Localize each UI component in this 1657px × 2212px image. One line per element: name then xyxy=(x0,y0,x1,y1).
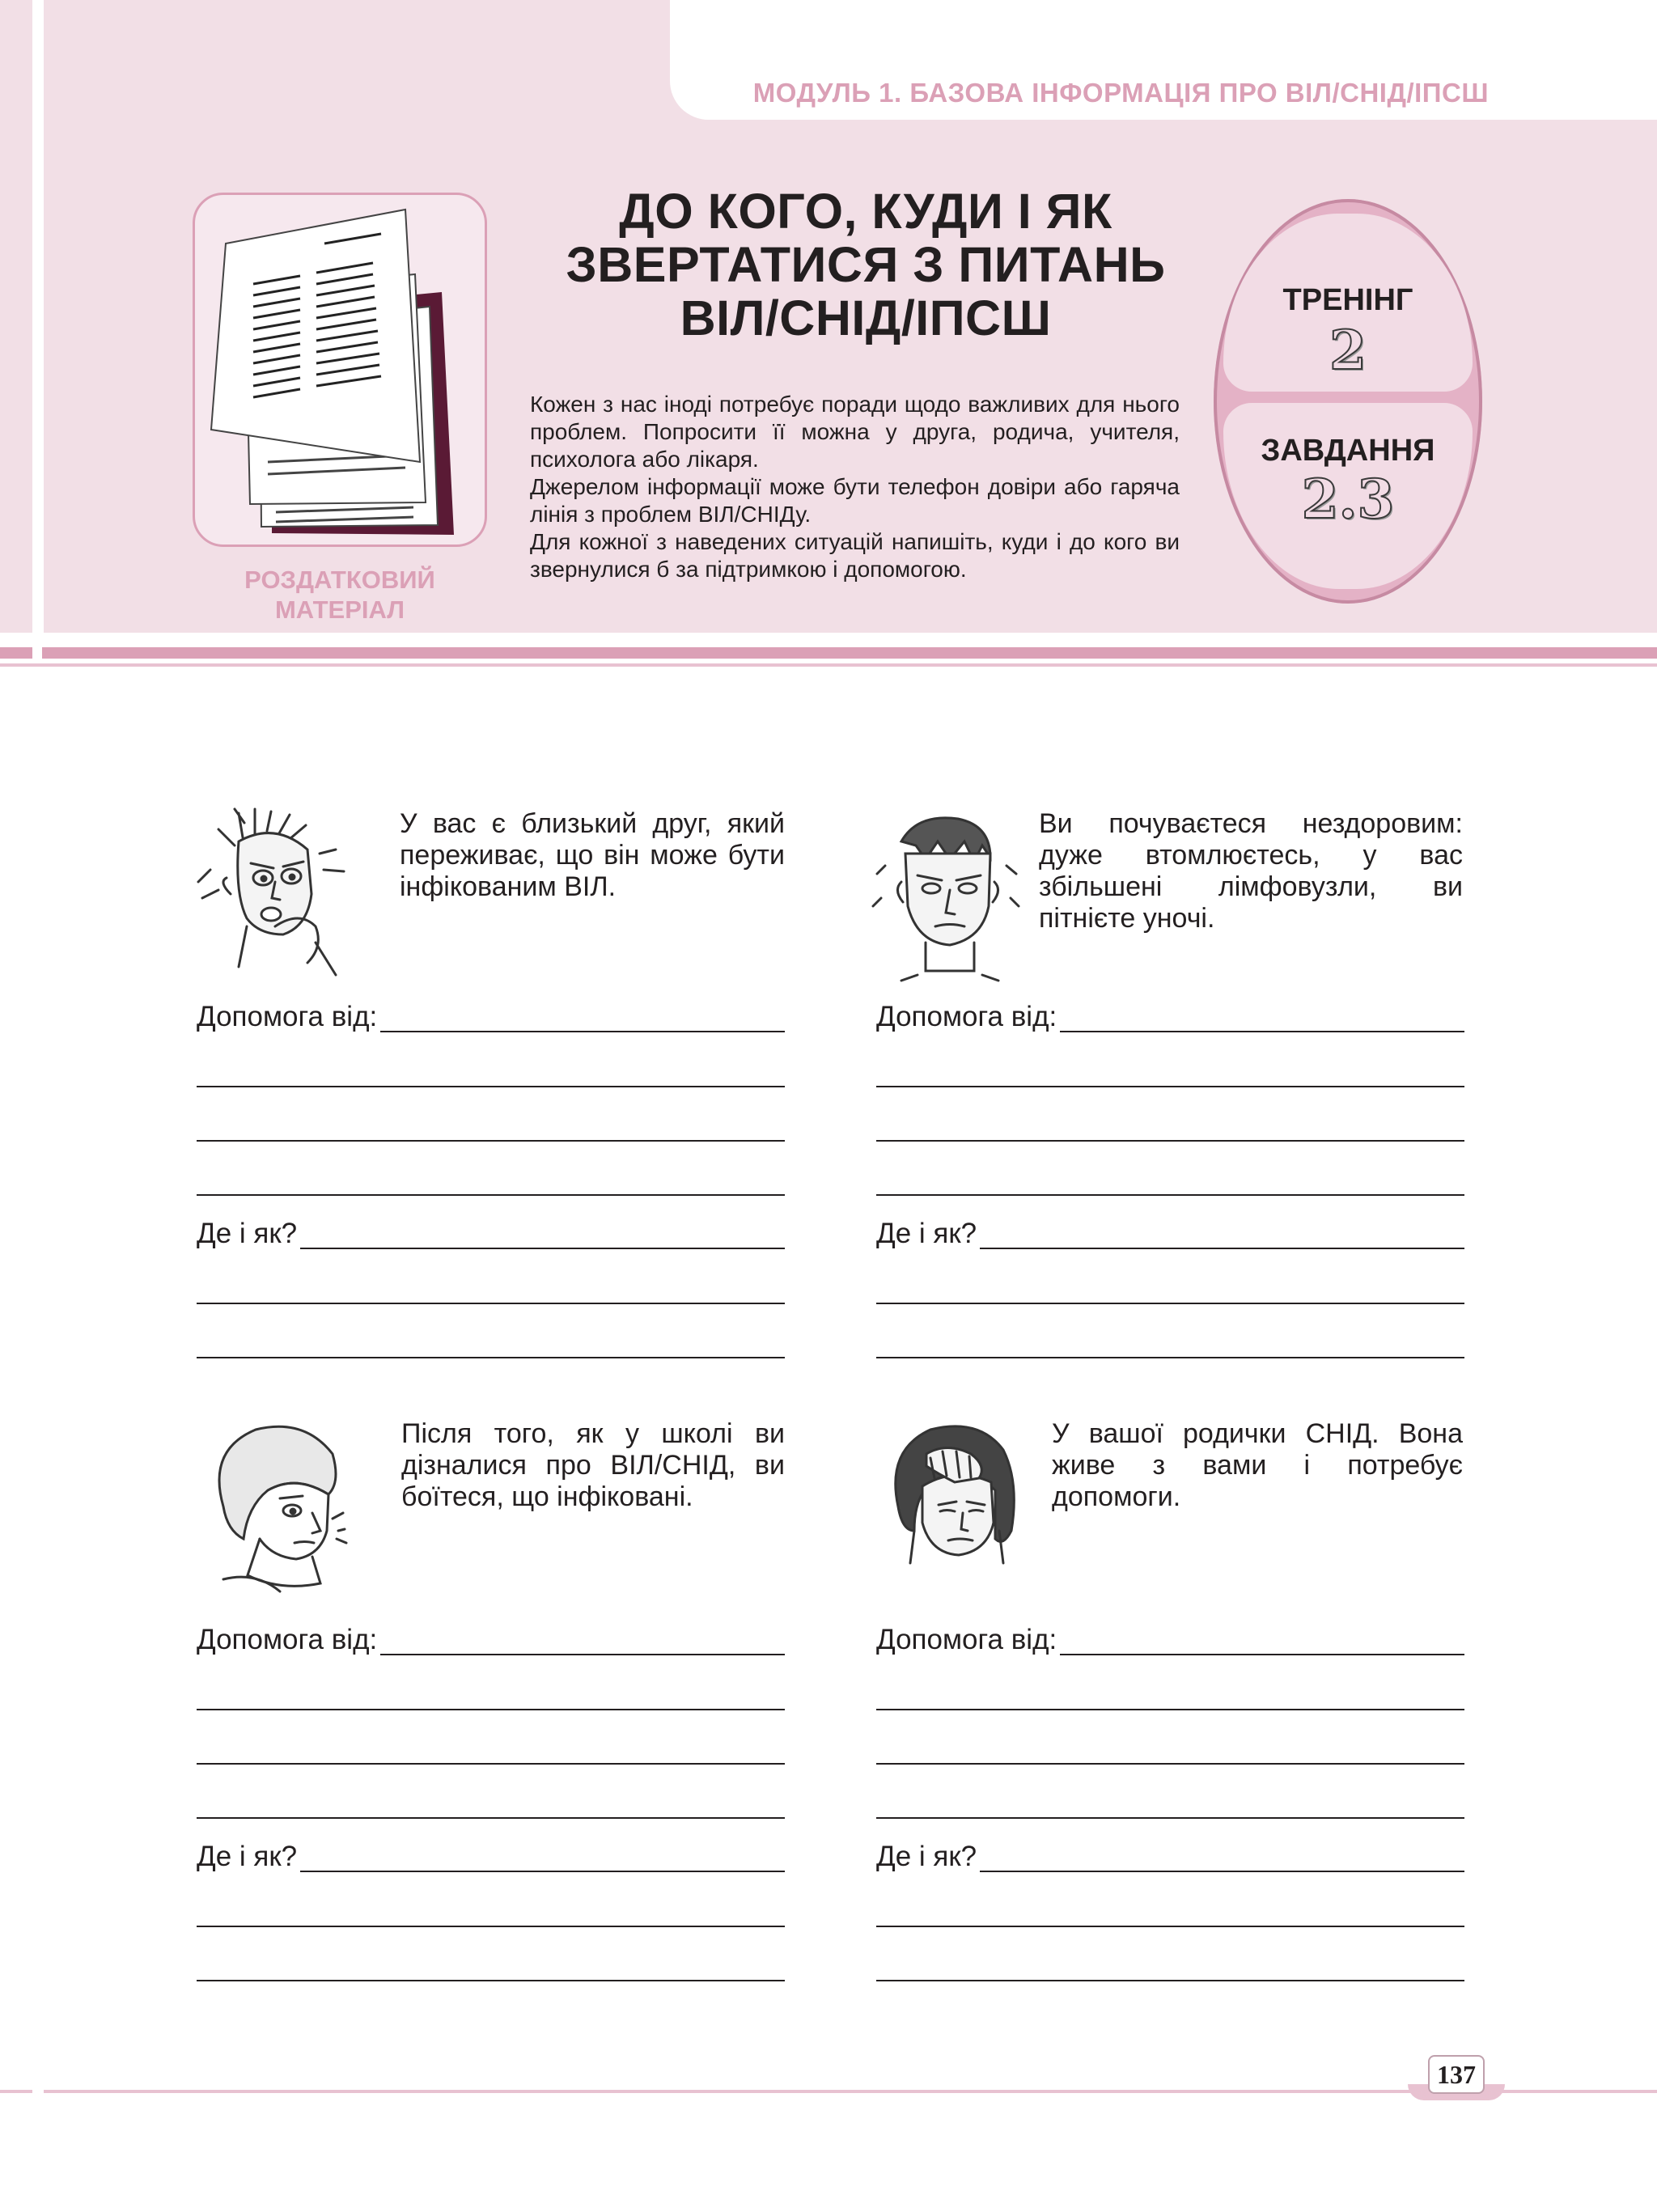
answer-line[interactable] xyxy=(197,1926,785,1927)
page-number: 137 xyxy=(1428,2055,1485,2094)
where-how-input[interactable] xyxy=(980,1846,1464,1872)
situation-1-text: У вас є близький друг, який переживає, що він може бути інфікованим ВІЛ. xyxy=(400,808,785,902)
where-how-label: Де і як? xyxy=(197,1841,298,1872)
where-how-input[interactable] xyxy=(980,1223,1464,1249)
task-label: ЗАВДАННЯ xyxy=(1261,434,1435,468)
left-decor-stripe xyxy=(0,0,32,633)
task-number: 2.3 xyxy=(1301,468,1395,531)
answer-line[interactable] xyxy=(197,1709,785,1710)
situation-3-text: Після того, як у школі ви дізналися про ВІЛ/СНІД, ви боїтеся, що інфіковані. xyxy=(401,1418,785,1512)
answer-line[interactable] xyxy=(876,1140,1464,1142)
answer-line[interactable] xyxy=(197,1817,785,1819)
answer-line[interactable] xyxy=(876,1086,1464,1087)
answer-line[interactable] xyxy=(876,1980,1464,1981)
help-from-input[interactable] xyxy=(1060,1629,1464,1655)
answer-line[interactable] xyxy=(876,1194,1464,1196)
footer-line-left xyxy=(0,2090,32,2093)
help-from-label: Допомога від: xyxy=(876,1624,1057,1655)
left-decor-line xyxy=(32,0,37,633)
answer-line[interactable] xyxy=(876,1303,1464,1304)
answer-line[interactable] xyxy=(876,1763,1464,1765)
header-divider-thin xyxy=(0,663,1657,667)
situation-4-text: У вашої родички СНІД. Вона живе з вами і потребує допомоги. xyxy=(1052,1418,1463,1512)
module-title: МОДУЛЬ 1. БАЗОВА ІНФОРМАЦІЯ ПРО ВІЛ/СНІД/ІПСШ xyxy=(752,78,1489,108)
where-how-input[interactable] xyxy=(300,1223,785,1249)
answer-line[interactable] xyxy=(197,1086,785,1087)
help-from-label: Допомога від: xyxy=(876,1001,1057,1032)
help-from-label: Допомога від: xyxy=(197,1624,378,1655)
where-how-row[interactable] xyxy=(876,1218,1464,1249)
help-from-input[interactable] xyxy=(1060,1006,1464,1032)
where-how-label: Де і як? xyxy=(876,1841,977,1872)
intro-text: Кожен з нас іноді потребує поради щодо важливих для нього проблем. Попросити її можна у друга, родича, учителя, психолога або лікаря. Джерелом інформації може бути телефон довіри або гаряча лінія з проблем ВІЛ/СНІДу. Для кожної з наведених ситуацій напишіть, куди і до кого ви звернулися б за підтримкою і допомогою. xyxy=(530,392,1180,582)
handout-label: РОЗДАТКОВИЙ МАТЕРІАЛ xyxy=(244,566,435,624)
answer-line[interactable] xyxy=(876,1357,1464,1358)
training-label: ТРЕНІНГ xyxy=(1282,283,1413,317)
answer-line[interactable] xyxy=(197,1980,785,1981)
where-how-label: Де і як? xyxy=(876,1218,977,1249)
answer-line[interactable] xyxy=(197,1140,785,1142)
tired-sweating-boy-illustration xyxy=(869,809,1023,983)
help-from-row[interactable] xyxy=(197,1625,785,1655)
answer-line[interactable] xyxy=(197,1357,785,1358)
where-how-row[interactable] xyxy=(876,1841,1464,1872)
header-divider xyxy=(0,647,1657,659)
sad-woman-hand-on-forehead-illustration xyxy=(882,1417,1023,1567)
document-stack-icon xyxy=(195,195,485,545)
help-from-row[interactable] xyxy=(197,1002,785,1032)
where-how-input[interactable] xyxy=(300,1846,785,1872)
training-number: 2 xyxy=(1329,319,1367,382)
answer-line[interactable] xyxy=(197,1194,785,1196)
where-how-row[interactable] xyxy=(197,1218,785,1249)
where-how-row[interactable] xyxy=(197,1841,785,1872)
answer-line[interactable] xyxy=(876,1709,1464,1710)
help-from-row[interactable] xyxy=(876,1002,1464,1032)
page-title: ДО КОГО, КУДИ І ЯК ЗВЕРТАТИСЯ З ПИТАНЬ ВІЛ/СНІД/ІПСШ xyxy=(566,184,1166,345)
answer-line[interactable] xyxy=(197,1763,785,1765)
situation-2-text: Ви почуваєтеся нездоровим: дуже втомлюєтесь, у вас збільшені лімфовузли, ви пітнієте уночі. xyxy=(1039,808,1463,934)
help-from-input[interactable] xyxy=(380,1006,785,1032)
worried-teen-biting-nails-illustration xyxy=(194,805,372,979)
help-from-input[interactable] xyxy=(380,1629,785,1655)
answer-line[interactable] xyxy=(876,1926,1464,1927)
handout-icon-frame xyxy=(193,193,487,547)
help-from-label: Допомога від: xyxy=(197,1001,378,1032)
where-how-label: Де і як? xyxy=(197,1218,298,1249)
help-from-row[interactable] xyxy=(876,1625,1464,1655)
scared-girl-illustration xyxy=(199,1417,349,1600)
answer-line[interactable] xyxy=(197,1303,785,1304)
answer-line[interactable] xyxy=(876,1817,1464,1819)
